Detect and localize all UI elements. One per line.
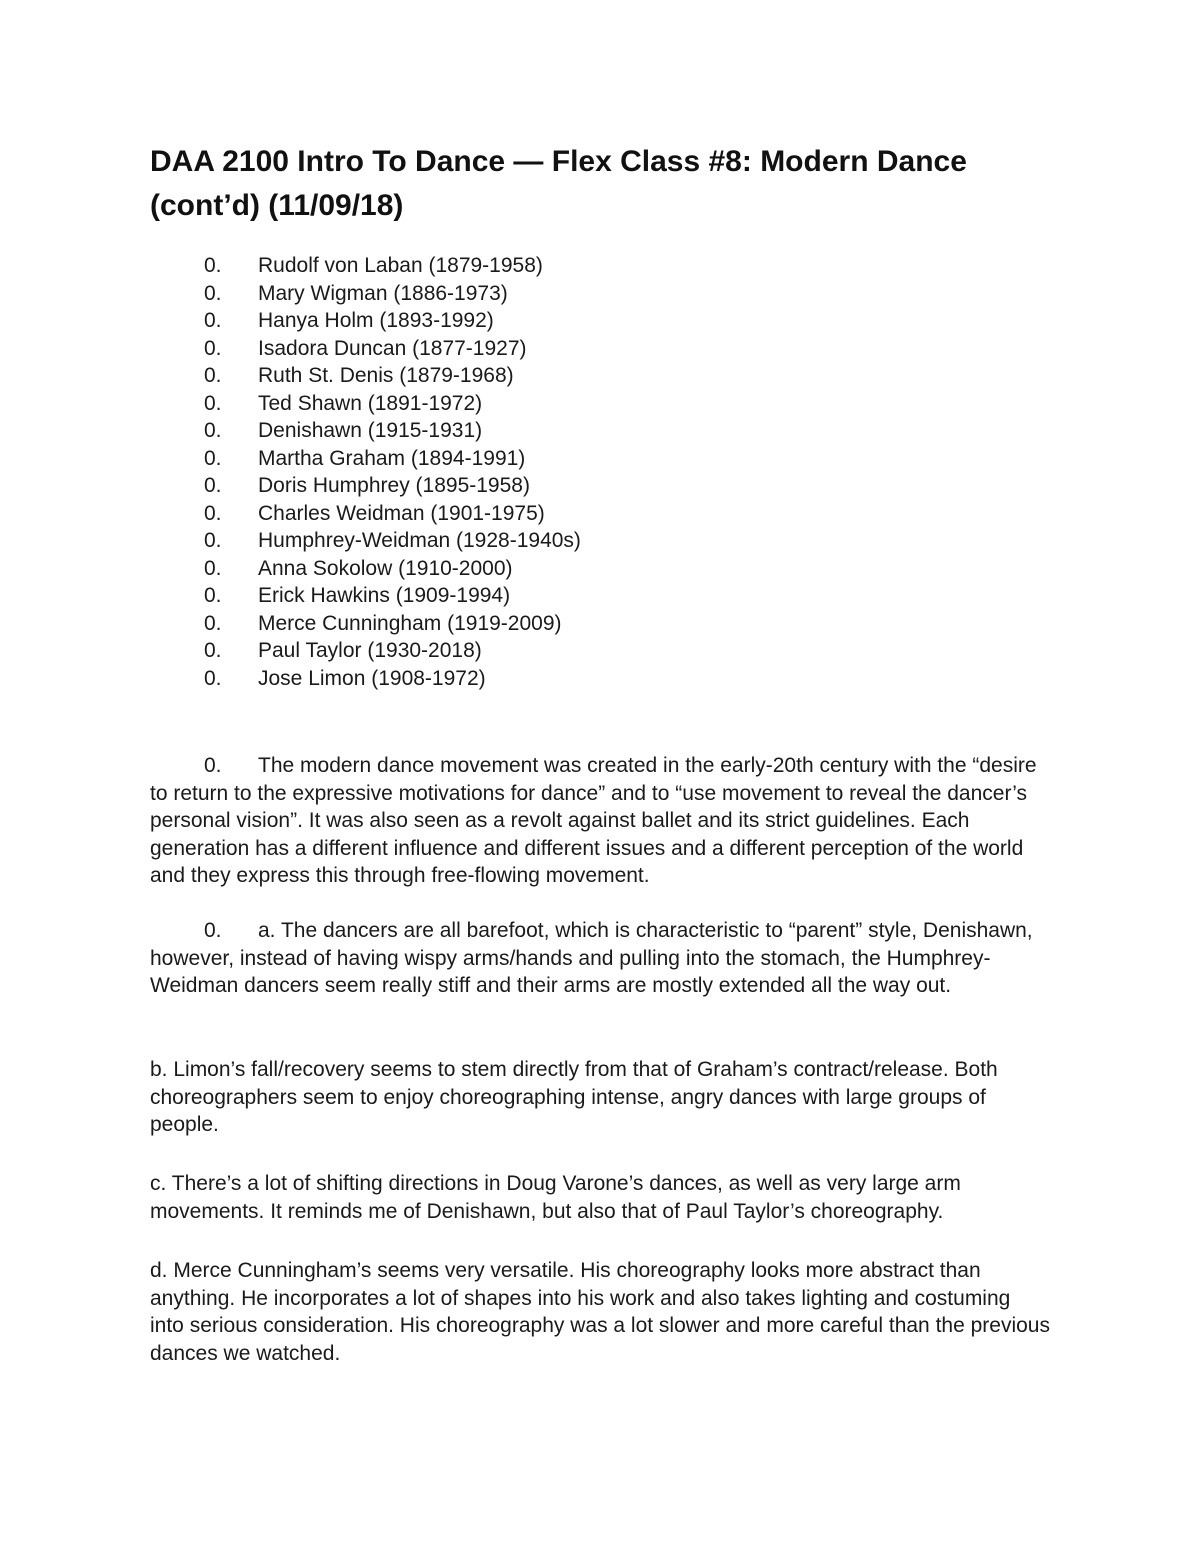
list-item-text: Doris Humphrey (1895-1958) (258, 474, 530, 497)
list-marker: 0. (204, 281, 222, 305)
list-item (150, 637, 1050, 665)
list-item (150, 527, 1050, 555)
list-item (150, 665, 1050, 693)
paragraph-answer-c: c. There’s a lot of shifting directions in Doug Varone’s dances, as well as very large arm movements. It reminds me of Denishawn, but also that of Paul Taylor’s choreography. (150, 1172, 961, 1223)
list-item-text: Hanya Holm (1893-1992) (258, 309, 494, 332)
list-marker: 0. (204, 254, 222, 277)
paragraph-text: a. The dancers are all barefoot, which is characteristic to “parent” style, Denishawn, however, instead of having wispy arms/hands and pulling into the stomach, the Humphrey-Weidman dancers seem really stiff and their arms are mostly extended all the way out. (150, 919, 1033, 998)
paragraph-answer-b: b. Limon’s fall/recovery seems to stem directly from that of Graham’s contract/release. Both choreographers seem to enjoy choreographing intense, angry dances with large groups of people. (150, 1058, 998, 1137)
list-item (150, 610, 1050, 638)
list-item (150, 582, 1050, 610)
list-item-text: Charles Weidman (1901-1975) (258, 501, 545, 525)
paragraph-text: The modern dance movement was created in the early-20th century with the “desire to return to the expressive motivations for dance” and to “use movement to reveal the dancer’s personal vision”. It was also seen as a revolt against ballet and its strict guidelines. Each generation has a different influence and different issues and a different perception of the world and they express this through free-flowing movement. (150, 754, 1037, 888)
dancer-list (150, 252, 1050, 692)
list-item-text: Ted Shawn (1891-1972) (258, 391, 483, 415)
list-item (150, 445, 1050, 473)
list-marker: 0. (204, 639, 222, 662)
paragraph-answer-a (150, 917, 1050, 1000)
list-marker: 0. (204, 501, 222, 525)
list-marker: 0. (204, 391, 222, 415)
list-marker: 0. (204, 446, 222, 470)
list-marker: 0. (204, 419, 222, 442)
list-item (150, 362, 1050, 390)
list-marker: 0. (204, 529, 222, 552)
list-item (150, 335, 1050, 363)
list-item (150, 472, 1050, 500)
list-marker: 0. (204, 584, 222, 607)
list-item-text: Erick Hawkins (1909-1994) (258, 584, 511, 607)
list-item-text: Isadora Duncan (1877-1927) (258, 336, 527, 360)
list-item-text: Jose Limon (1908-1972) (258, 666, 486, 690)
list-item-text: Anna Sokolow (1910-2000) (258, 556, 513, 580)
list-item-text: Rudolf von Laban (1879-1958) (258, 254, 543, 277)
list-item (150, 252, 1050, 280)
list-item-text: Paul Taylor (1930-2018) (258, 639, 482, 662)
list-item (150, 280, 1050, 308)
list-item-text: Martha Graham (1894-1991) (258, 446, 526, 470)
list-item-text: Denishawn (1915-1931) (258, 419, 483, 442)
list-marker: 0. (204, 919, 222, 942)
list-item (150, 555, 1050, 583)
list-item-text: Mary Wigman (1886-1973) (258, 281, 508, 305)
list-item (150, 390, 1050, 418)
list-marker: 0. (204, 754, 222, 777)
list-marker: 0. (204, 364, 222, 387)
list-marker: 0. (204, 611, 222, 635)
list-marker: 0. (204, 309, 222, 332)
list-item (150, 417, 1050, 445)
list-item (150, 500, 1050, 528)
paragraph-modern-dance-overview (150, 752, 1050, 890)
page-title: DAA 2100 Intro To Dance — Flex Class #8: Modern Dance (cont’d) (11/09/18) (150, 145, 967, 222)
list-item-text: Humphrey-Weidman (1928-1940s) (258, 529, 581, 552)
paragraph-answer-d: d. Merce Cunningham’s seems very versatile. His choreography looks more abstract than anything. He incorporates a lot of shapes into his work and also takes lighting and costuming into serious consideration. His choreography was a lot slower and more careful than the previous dances we watched. (150, 1259, 1050, 1365)
list-marker: 0. (204, 556, 222, 580)
list-marker: 0. (204, 336, 222, 360)
list-marker: 0. (204, 474, 222, 497)
list-marker: 0. (204, 666, 222, 690)
list-item (150, 307, 1050, 335)
list-item-text: Ruth St. Denis (1879-1968) (258, 364, 514, 387)
list-item-text: Merce Cunningham (1919-2009) (258, 611, 562, 635)
